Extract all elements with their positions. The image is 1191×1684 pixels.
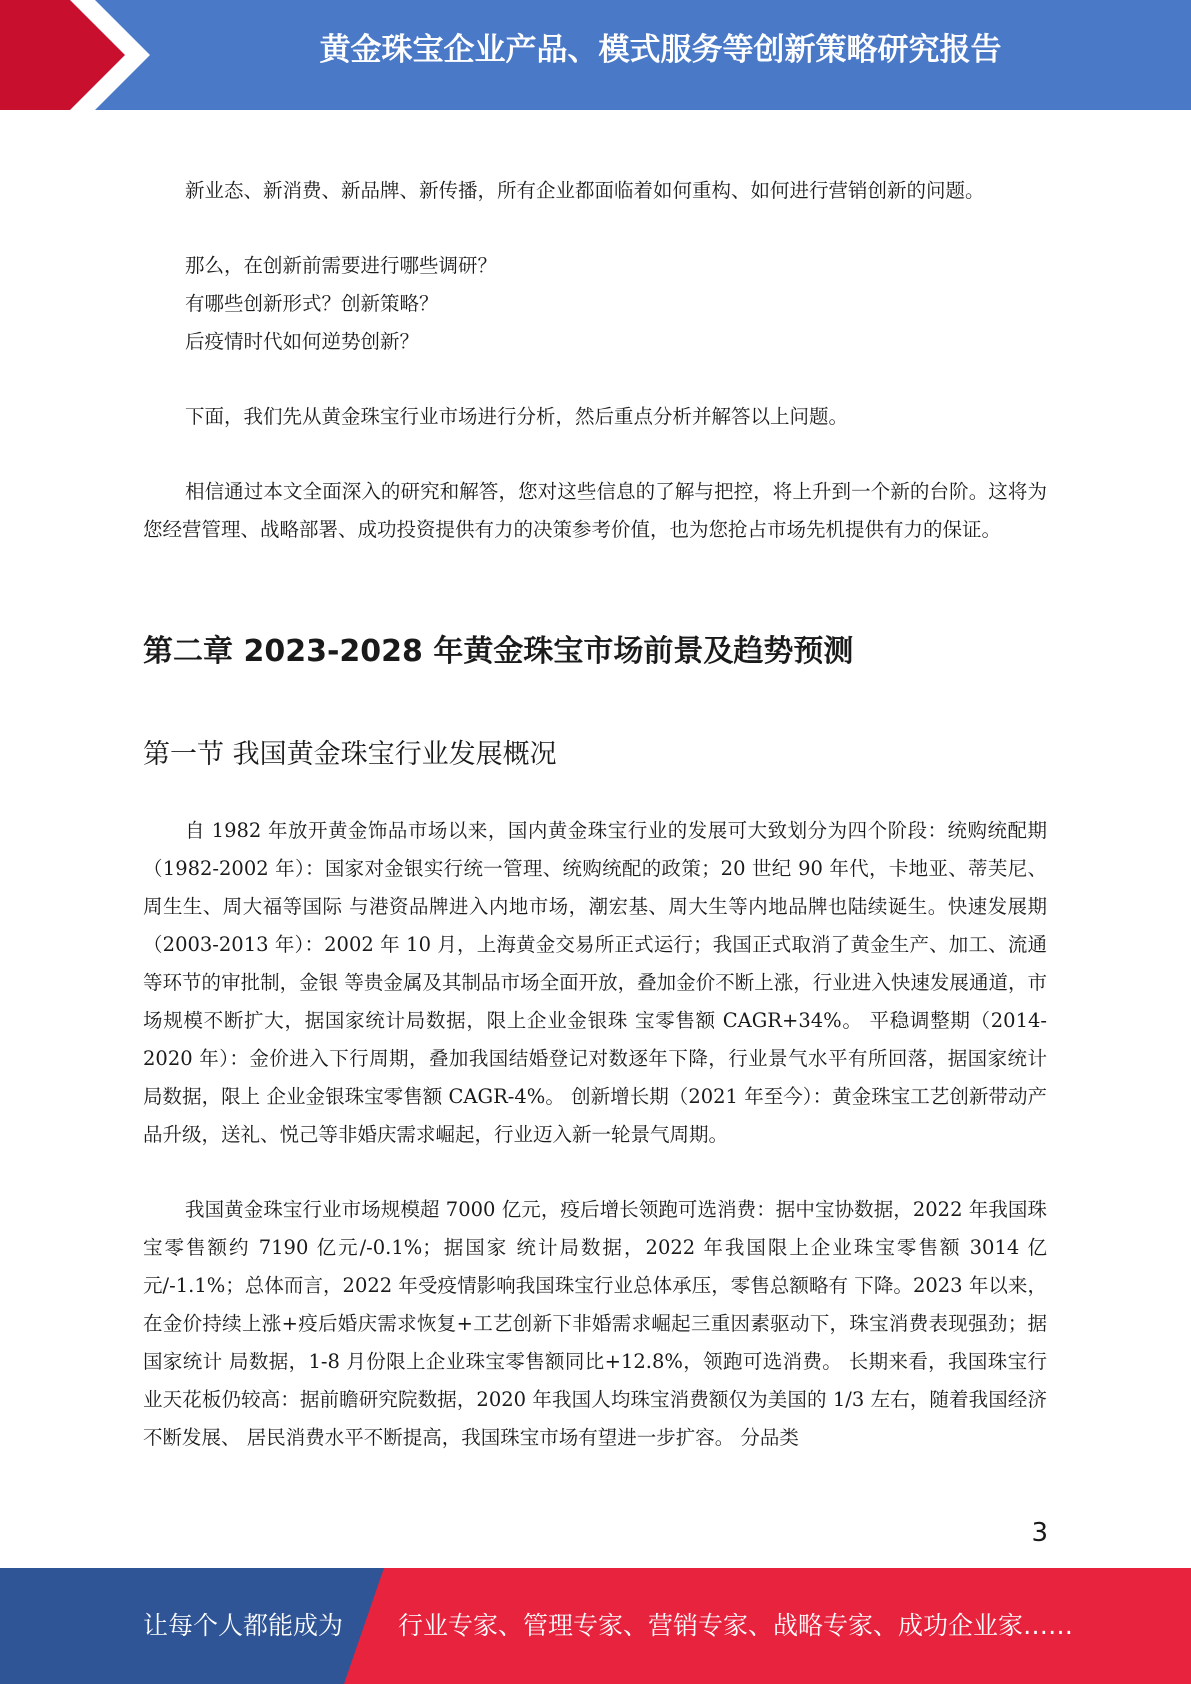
body-paragraph-1: 自 1982 年放开黄金饰品市场以来，国内黄金珠宝行业的发展可大致划分为四个阶段：统购统配期（1982-2002 年）：国家对金银实行统一管理、统购统配的政策；20 世纪 90 年代，卡地亚、蒂芙尼、周生生、周大福等国际 与港资品牌进入内地市场，潮宏基、周大生等内地品牌也陆续诞生。快速发展期（2003-2013 年）：2002 年 10 月，上海黄金交易所正式运行；我国正式取消了黄金生产、加工、流通等环节的审批制，金银 等贵金属及其制品市场全面开放，叠加金价不断上涨，行业进入快速发展通道，市场规模不断扩大，据国家统计局数据，限上企业金银珠 宝零售额 CAGR+34%。 平稳调整期（2014-2020 年）：金价进入下行周期，叠加我国结婚登记对数逐年下降，行业景气水平有所回落，据国家统计局数据，限上 企业金银珠宝零售额 CAGR-4%。 创新增长期（2021 年至今）：黄金珠宝工艺创新带动产品升级，送礼、悦己等非婚庆需求崛起，行业迈入新一轮景气周期。 (143, 819, 1047, 1146)
footer-slogan-left: 让每个人都能成为 (143, 1611, 344, 1640)
question-2: 有哪些创新形式？创新策略？ (185, 292, 439, 315)
report-title: 黄金珠宝企业产品、模式服务等创新策略研究报告 (319, 32, 1002, 68)
section-title: 第一节 我国黄金珠宝行业发展概况 (143, 739, 557, 770)
intro-paragraph-3: 相信通过本文全面深入的研究和解答，您对这些信息的了解与把控，将上升到一个新的台阶。这将为您经营管理、战略部署、成功投资提供有力的决策参考价值，也为您抢占市场先机提供有力的保证。 (143, 480, 1047, 541)
question-1: 那么，在创新前需要进行哪些调研？ (185, 254, 498, 277)
body-paragraph-2: 我国黄金珠宝行业市场规模超 7000 亿元，疫后增长领跑可选消费：据中宝协数据，2022 年我国珠宝零售额约 7190 亿元/-0.1%；据国家 统计局数据，2022 年我国限上企业珠宝零售额 3014 亿元/-1.1%；总体而言，2022 年受疫情影响我国珠宝行业总体承压，零售总额略有 下降。2023 年以来，在金价持续上涨+疫后婚庆需求恢复+工艺创新下非婚需求崛起三重因素驱动下，珠宝消费表现强劲；据国家统计 局数据，1-8 月份限上企业珠宝零售额同比+12.8%，领跑可选消费。 长期来看，我国珠宝行业天花板仍较高：据前瞻研究院数据，2020 年我国人均珠宝消费额仅为美国的 1/3 左右，随着我国经济不断发展、 居民消费水平不断提高，我国珠宝市场有望进一步扩容。 分品类 (143, 1198, 1047, 1449)
section-body (143, 812, 1047, 1457)
page-header (0, 0, 1191, 110)
chapter-title: 第二章 2023-2028 年黄金珠宝市场前景及趋势预测 (143, 634, 854, 669)
intro-paragraph-1: 新业态、新消费、新品牌、新传播，所有企业都面临着如何重构、如何进行营销创新的问题。 (185, 179, 985, 202)
main-content (143, 172, 1047, 1449)
footer-slogan-right: 行业专家、管理专家、营销专家、战略专家、成功企业家…… (398, 1611, 1074, 1640)
page-footer (0, 1568, 1191, 1684)
intro-paragraph-2: 下面，我们先从黄金珠宝行业市场进行分析，然后重点分析并解答以上问题。 (185, 405, 849, 428)
question-3: 后疫情时代如何逆势创新？ (185, 330, 420, 353)
page-number: 3 (1031, 1518, 1048, 1548)
